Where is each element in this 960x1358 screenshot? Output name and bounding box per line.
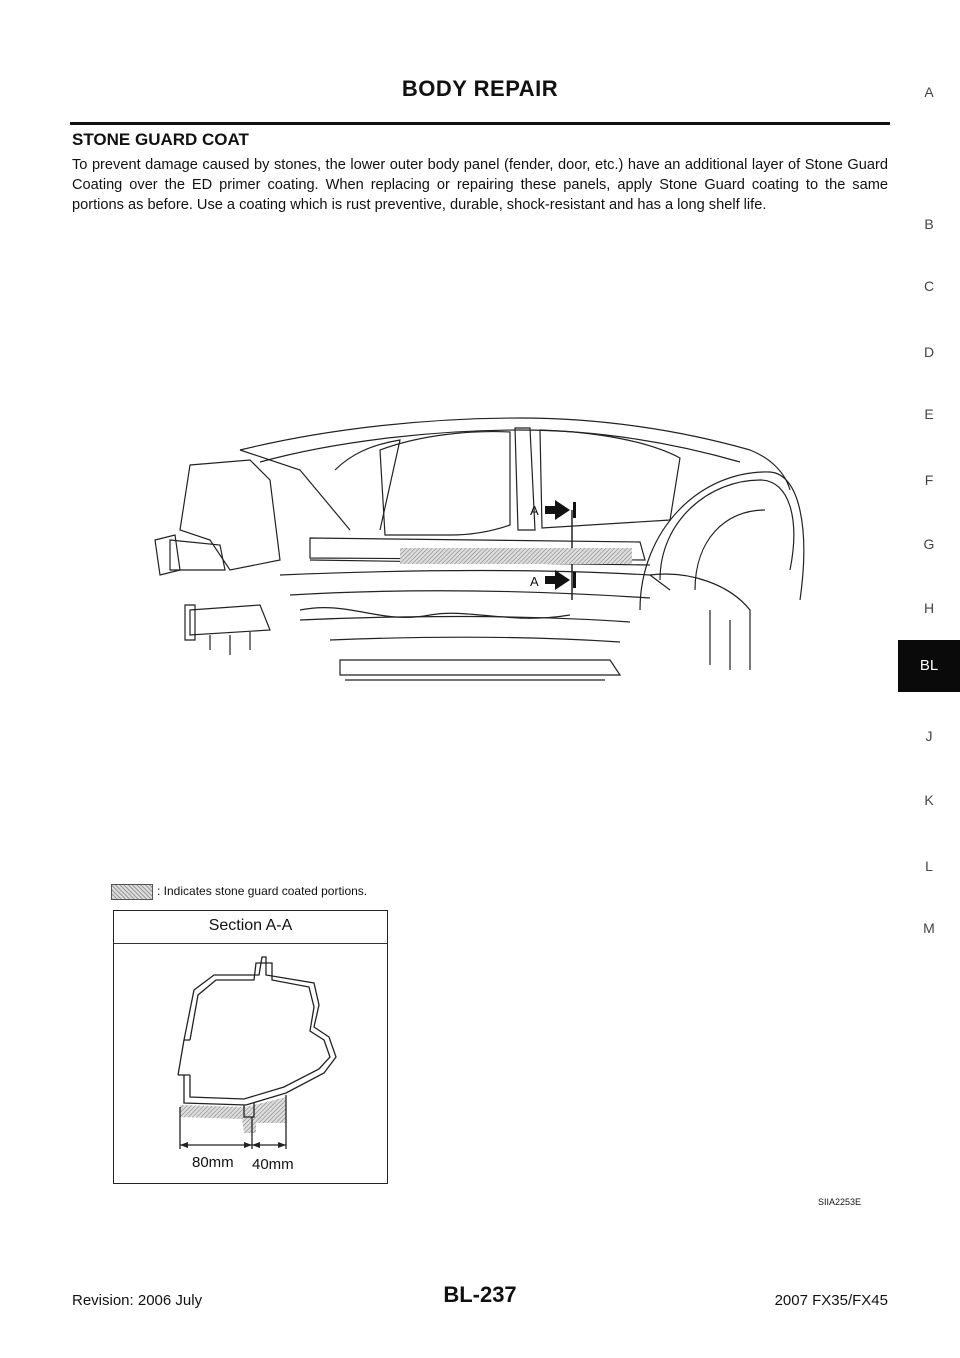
side-tab-k[interactable]: K <box>924 792 934 808</box>
side-tab-c[interactable]: C <box>923 278 935 294</box>
footer-revision: Revision: 2006 July <box>72 1292 203 1309</box>
side-tab-h[interactable]: H <box>923 600 935 616</box>
legend-text: : Indicates stone guard coated portions. <box>157 884 368 898</box>
side-tab-g[interactable]: G <box>923 536 935 552</box>
figure-code: SIIA2253E <box>818 1197 862 1207</box>
section-marker-lower: A <box>530 574 539 589</box>
section-box-title: Section A-A <box>208 917 293 934</box>
stone-guard-coated-area <box>400 548 632 564</box>
body-side-illustration <box>150 410 810 690</box>
page-title: BODY REPAIR <box>401 76 559 101</box>
roof-inner <box>260 430 740 462</box>
section-profile-inner <box>190 963 330 1099</box>
rear-wheelhouse <box>660 480 794 580</box>
dimension-40mm: 40mm <box>252 1156 294 1173</box>
floor-panel <box>280 570 670 590</box>
section-marker-upper: A <box>530 503 539 518</box>
side-tab-m[interactable]: M <box>923 920 935 936</box>
side-tab-b[interactable]: B <box>924 216 934 232</box>
side-tab-e[interactable]: E <box>924 406 934 422</box>
front-structure <box>180 460 280 570</box>
section-arrow-upper <box>530 500 576 520</box>
section-profile-drawing <box>114 945 387 1181</box>
dimension-80mm: 80mm <box>192 1154 234 1171</box>
side-tab-f[interactable]: F <box>924 472 934 488</box>
section-profile-outer <box>178 957 336 1105</box>
section-arrow-lower <box>530 570 576 590</box>
front-pillar <box>240 450 350 530</box>
section-a-a-box <box>113 910 388 1184</box>
header-rule <box>70 122 890 125</box>
side-tab-d[interactable]: D <box>923 344 935 360</box>
footer-model: 2007 FX35/FX45 <box>774 1292 888 1309</box>
front-door-opening <box>380 432 510 535</box>
section-heading: STONE GUARD COAT <box>72 130 249 149</box>
body-paragraph: To prevent damage caused by stones, the lower outer body panel (fender, door, etc.) have an additional layer of Stone Guard Coating over the ED primer coating. When replacing or repairing these panels, apply Stone Guard coating to the same portions as before. Use a coating which is rust preventive, durable, shock-resistant and has a long shelf life. <box>72 157 888 213</box>
section-box-divider <box>114 943 387 944</box>
side-tab-j[interactable]: J <box>925 728 933 744</box>
coating-swatch <box>111 884 153 900</box>
side-tab-a[interactable]: A <box>924 84 934 100</box>
page-number: BL-237 <box>443 1282 517 1307</box>
side-tab-bl-active[interactable]: BL <box>898 640 960 692</box>
side-tab-l[interactable]: L <box>925 858 933 874</box>
